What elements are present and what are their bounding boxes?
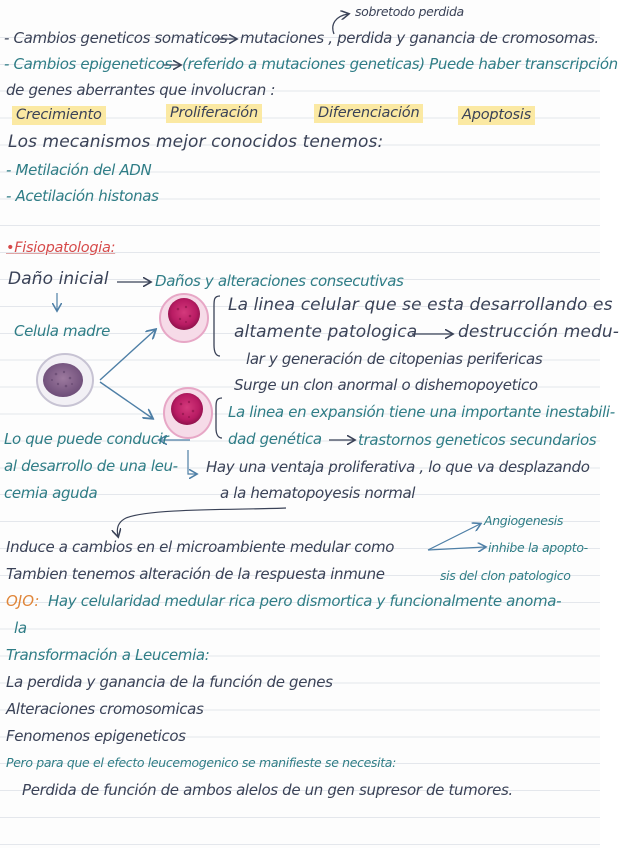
highlight-term: Crecimiento (12, 106, 106, 125)
note-annotation: sobretodo perdida (355, 4, 464, 19)
list-item: Alteraciones cromosomicas (6, 700, 204, 718)
note-line: de genes aberrantes que involucran : (6, 81, 276, 99)
list-item: - Metilación del ADN (6, 161, 152, 179)
highlight-term: Proliferación (166, 104, 262, 123)
note-heading: Los mecanismos mejor conocidos tenemos: (8, 132, 384, 152)
list-item: Fenomenos epigeneticos (6, 727, 186, 745)
note-text: cemia aguda (4, 484, 98, 502)
note-text: a la hematopoyesis normal (220, 484, 416, 502)
note-text: Induce a cambios en el microambiente medular como (6, 538, 395, 556)
section-heading: •Fisiopatologia: (6, 240, 116, 256)
note-text: Hay una ventaja proliferativa , lo que va desplazando (206, 458, 590, 476)
note-text: Tambien tenemos alteración de la respuesta inmune (6, 565, 385, 583)
note-text: Daños y alteraciones consecutivas (155, 272, 404, 290)
ojo-label: OJO: (6, 592, 40, 610)
fork-arrow-icon (428, 524, 480, 550)
list-item: La perdida y ganancia de la función de genes (6, 673, 333, 691)
note-text: La linea en expansión tiene una importante inestabili- (228, 403, 615, 421)
curved-arrow-icon (117, 508, 286, 536)
note-line: mutaciones , perdida y ganancia de cromosomas. (240, 29, 599, 47)
note-text: Angiogenesis (484, 513, 564, 528)
connector-icon (188, 450, 196, 474)
note-text: trastornos geneticos secundarios (358, 431, 597, 449)
note-line: - Cambios geneticos somaticos (4, 29, 228, 47)
note-text: Perdida de función de ambos alelos de un gen supresor de tumores. (22, 781, 513, 799)
note-text: la (14, 619, 27, 637)
note-text: destrucción medu- (458, 322, 619, 342)
cell-label: Celula madre (14, 322, 111, 340)
note-line: - Cambios epigeneticos (4, 55, 172, 73)
note-text: inhibe la apopto- (488, 540, 588, 555)
note-text: Daño inicial (8, 269, 109, 289)
note-text: sis del clon patologico (440, 568, 571, 583)
note-text: al desarrollo de una leu- (4, 457, 178, 475)
bracket-icon (216, 398, 222, 438)
note-text: altamente patologica (234, 322, 418, 342)
note-text: Hay celularidad medular rica pero dismortica y funcionalmente anoma- (48, 592, 562, 610)
note-text: Lo que puede conducir (4, 430, 169, 448)
list-item: - Acetilación histonas (6, 187, 159, 205)
note-text: dad genética (228, 430, 322, 448)
note-line: (referido a mutaciones geneticas) Puede haber transcripción (182, 55, 618, 73)
note-text: Pero para que el efecto leucemogenico se manifieste se necesita: (6, 755, 396, 770)
note-text: lar y generación de citopenias perifericas (246, 350, 543, 368)
section-heading: Transformación a Leucemia: (6, 646, 210, 664)
highlight-term: Apoptosis (458, 106, 535, 125)
note-text: La linea celular que se esta desarrollando es (228, 295, 613, 315)
highlight-term: Diferenciación (314, 104, 423, 123)
bracket-icon (214, 296, 220, 356)
note-text: Surge un clon anormal o dishemopoyetico (234, 376, 538, 394)
